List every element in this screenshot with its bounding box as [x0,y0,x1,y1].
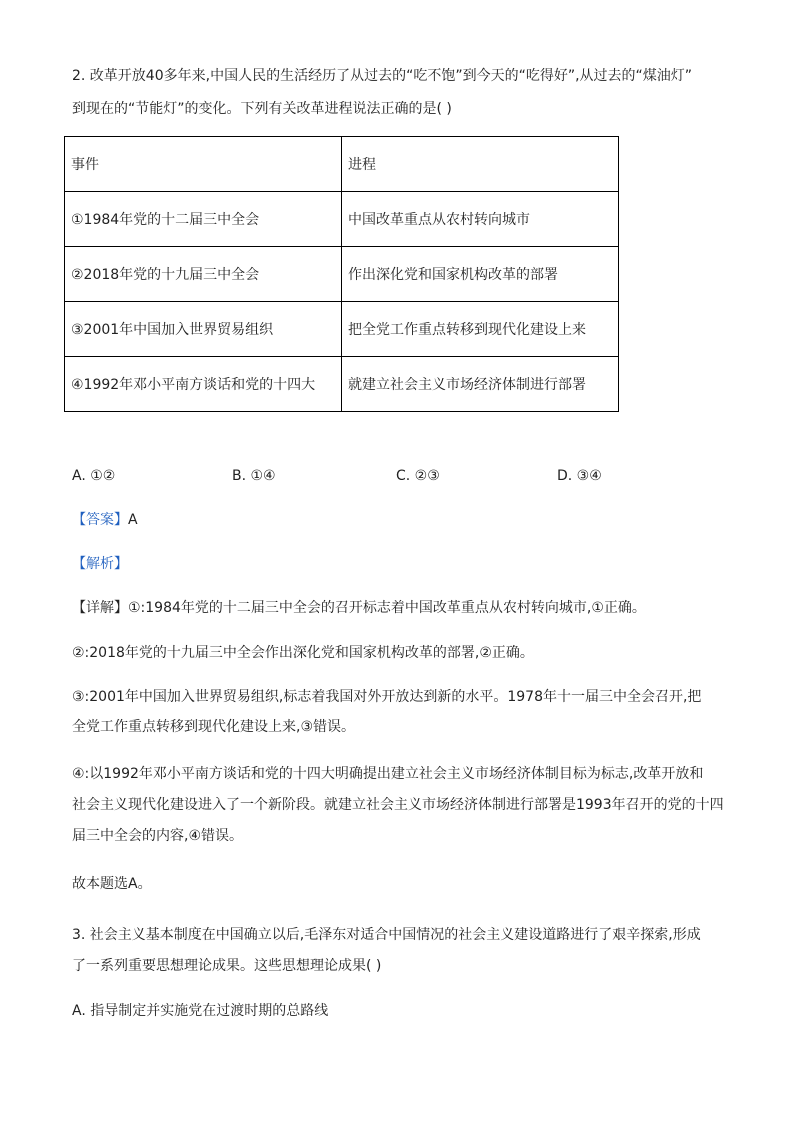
detail-line-3b: 全党工作重点转移到现代化建设上来,③错误。 [72,719,355,735]
table-cell-event: ①1984年党的十二届三中全会 [65,192,342,247]
table-cell-progress: 就建立社会主义市场经济体制进行部署 [342,357,619,412]
detail-line-1 [72,598,646,618]
detail-text-1: ①:1984年党的十二届三中全会的召开标志着中国改革重点从农村转向城市,①正确。 [128,600,646,616]
table-cell-event: ②2018年党的十九届三中全会 [65,247,342,302]
q3-stem-line2: 了一系列重要思想理论成果。这些思想理论成果( ) [72,958,382,974]
conclusion-line: 故本题选A。 [72,876,152,892]
reform-events-table [64,136,619,412]
q3-stem-line1: 3. 社会主义基本制度在中国确立以后,毛泽东对适合中国情况的社会主义建设道路进行了艰辛探索,形成 [72,927,701,943]
detail-line-2: ②:2018年党的十九届三中全会作出深化党和国家机构改革的部署,②正确。 [72,645,534,661]
analysis-line [72,554,128,574]
detail-line-4a: ④:以1992年邓小平南方谈话和党的十四大明确提出建立社会主义市场经济体制目标为标志,改革开放和 [72,766,704,782]
answer-tag: 【答案】 [72,512,128,528]
q2-stem-line2: 到现在的“节能灯”的变化。下列有关改革进程说法正确的是( ) [72,101,452,117]
answer-value: A [128,512,138,528]
detail-tag: 【详解】 [72,600,128,616]
table-header-row [65,137,619,192]
table-row [65,247,619,302]
table-cell-progress: 中国改革重点从农村转向城市 [342,192,619,247]
table-header-event: 事件 [65,137,342,192]
option-b: B. ①④ [232,468,276,484]
option-a: A. ①② [72,468,116,484]
table-cell-progress: 把全党工作重点转移到现代化建设上来 [342,302,619,357]
option-d: D. ③④ [557,468,602,484]
table-header-progress: 进程 [342,137,619,192]
analysis-tag: 【解析】 [72,556,128,572]
detail-line-4b: 社会主义现代化建设进入了一个新阶段。就建立社会主义市场经济体制进行部署是1993年召开的党的十四 [72,797,724,813]
q3-option-a: A. 指导制定并实施党在过渡时期的总路线 [72,1003,329,1019]
table-row [65,357,619,412]
table-row [65,192,619,247]
table-row [65,302,619,357]
option-c: C. ②③ [396,468,440,484]
table-cell-progress: 作出深化党和国家机构改革的部署 [342,247,619,302]
table-cell-event: ③2001年中国加入世界贸易组织 [65,302,342,357]
q2-stem-line1: 2. 改革开放40多年来,中国人民的生活经历了从过去的“吃不饱”到今天的“吃得好”,从过去的“煤油灯” [72,68,693,84]
detail-line-3a: ③:2001年中国加入世界贸易组织,标志着我国对外开放达到新的水平。1978年十一届三中全会召开,把 [72,689,702,705]
detail-line-4c: 届三中全会的内容,④错误。 [72,828,244,844]
table-cell-event: ④1992年邓小平南方谈话和党的十四大 [65,357,342,412]
answer-line [72,510,138,530]
